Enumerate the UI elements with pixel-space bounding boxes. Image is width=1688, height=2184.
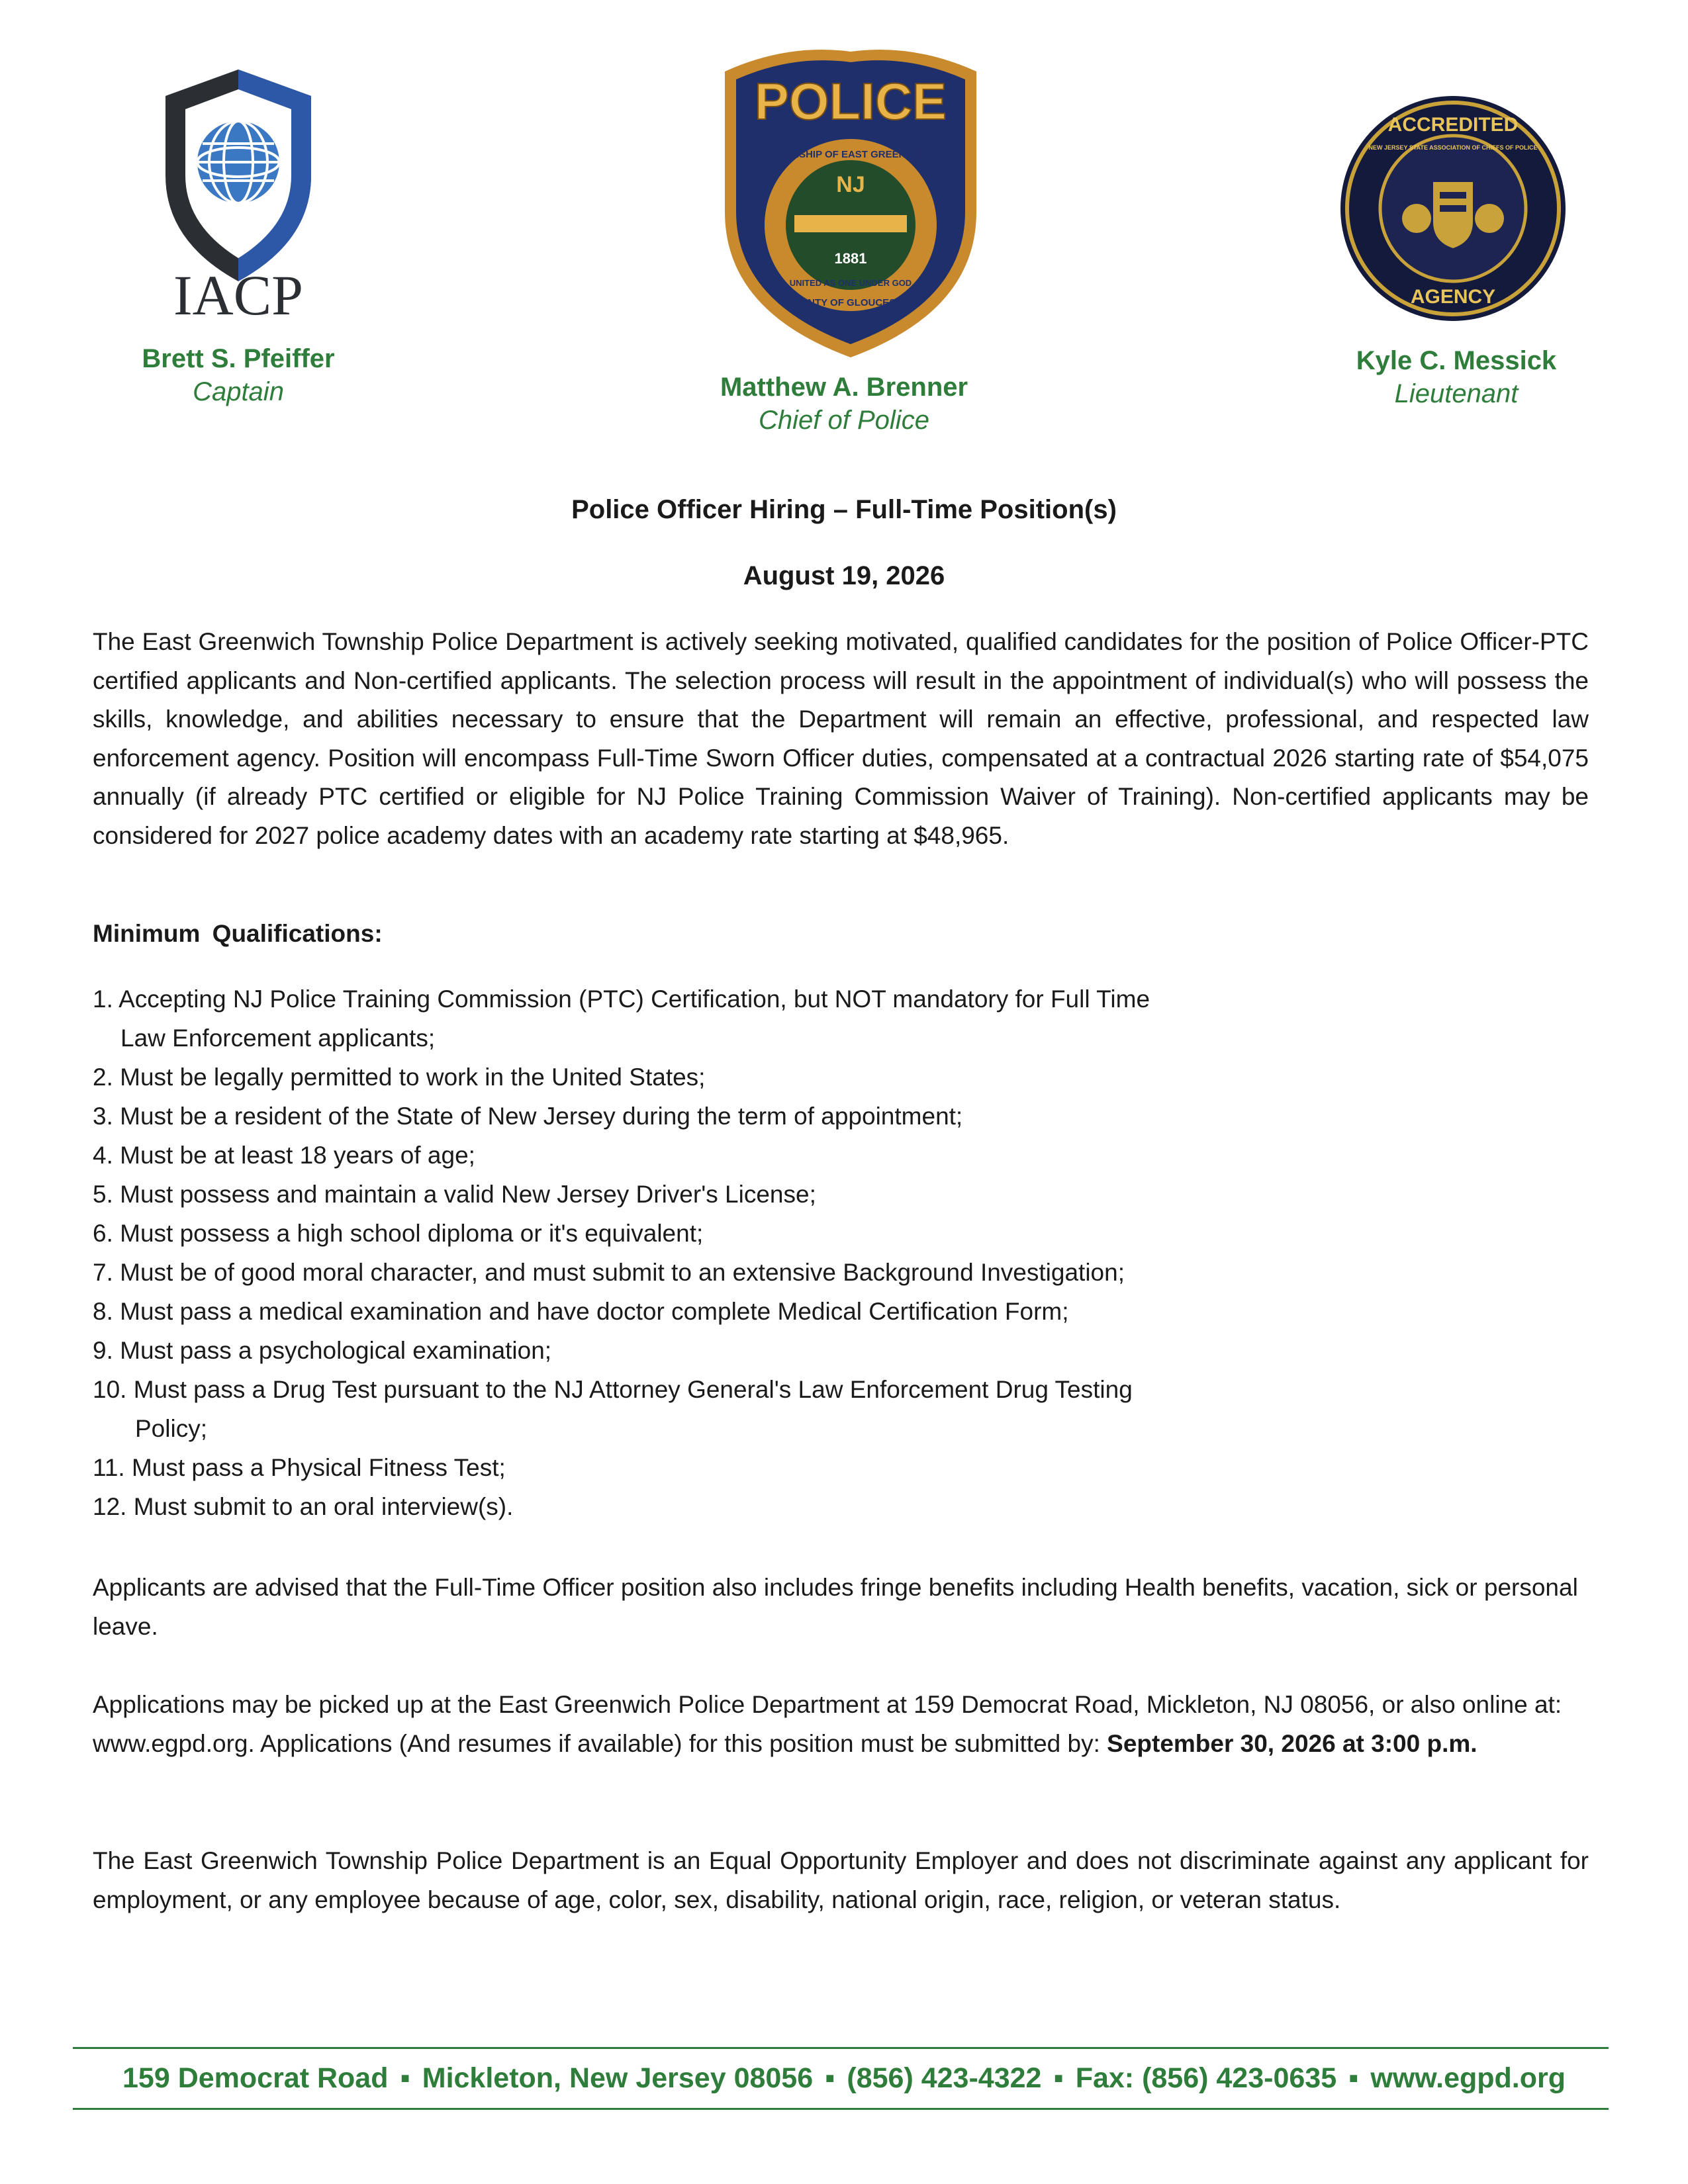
svg-text:UNITED AS ONE UNDER GOD: UNITED AS ONE UNDER GOD [789,278,912,288]
application-deadline: September 30, 2026 at 3:00 p.m. [1107,1729,1477,1757]
footer-city: Mickleton, New Jersey 08056 [422,2062,814,2094]
footer-rule-bottom [73,2108,1609,2110]
document-date: August 19, 2026 [743,561,945,590]
accredited-agency-seal-icon [1337,93,1569,324]
svg-text:NJ: NJ [836,172,865,197]
lieutenant-rank: Lieutenant [1394,379,1519,408]
chief-rank: Chief of Police [759,406,929,435]
qualification-item: 8. Must pass a medical examination and have doctor complete Medical Certification Form; [93,1298,1069,1325]
document-title: Police Officer Hiring – Full-Time Position(s) [571,495,1117,524]
police-shield-logo [715,46,986,364]
qualification-item: 12. Must submit to an oral interview(s). [93,1493,514,1520]
intro-paragraph: The East Greenwich Township Police Department is actively seeking motivated, qualified candidates for the position of Police Officer-PTC certified applicants and Non-certified applicants. The selection process will result in the appointment of individual(s) who will possess the skills, knowledge, and abilities necessary to ensure that the Department will remain an effective, professional, and respected law enforcement agency. Position will encompass Full-Time Sworn Officer duties, compensated at a contractual 2026 starting rate of $54,075 annually (if already PTC certified or eligible for NJ Police Training Commission Waiver of Training). Non-certified applicants may be considered for 2027 police academy dates with an academy rate starting at $48,965. [93,628,1589,849]
benefits-paragraph: Applicants are advised that the Full-Time Officer position also includes fringe benefits including Health benefits, vacation, sick or personal leave. [93,1574,1578,1640]
qualification-item: 10. Must pass a Drug Test pursuant to the NJ Attorney General's Law Enforcement Drug Testing [93,1376,1133,1403]
accreditation-seal [1337,93,1569,324]
lieutenant-name: Kyle C. Messick [1356,346,1557,375]
separator-icon: ▪ [825,2062,835,2094]
footer-contact [0,2062,1688,2095]
svg-text:COUNTY OF GLOUCESTER: COUNTY OF GLOUCESTER [785,297,916,308]
captain-rank: Captain [193,377,284,406]
applications-text: Applications may be picked up at the East Greenwich Police Department at 159 Democrat Road, Mickleton, NJ 08056, or also online at: www.egpd.org. Applications (And resumes if available) for this position must be submitted by: [93,1691,1562,1757]
separator-icon: ▪ [1053,2062,1064,2094]
svg-text:NEW JERSEY STATE ASSOCIATION O: NEW JERSEY STATE ASSOCIATION OF CHIEFS OF POLICE [1368,144,1538,151]
iacp-logo-text: IACP [173,263,303,321]
svg-text:1881: 1881 [834,250,867,267]
eoe-statement: The East Greenwich Township Police Department is an Equal Opportunity Employer and does not discriminate against any applicant for employment, or any employee because of age, color, sex, disability, national origin, race, religion, or veteran status. [93,1847,1589,1913]
qualification-item: 11. Must pass a Physical Fitness Test; [93,1454,506,1481]
qualification-item: 2. Must be legally permitted to work in the United States; [93,1064,706,1091]
qualifications-heading: Minimum Qualifications: [93,920,383,947]
footer-website[interactable]: www.egpd.org [1370,2062,1566,2094]
qualification-item: 7. Must be of good moral character, and must submit to an extensive Background Investigation; [93,1259,1125,1286]
qualification-item-continued: Law Enforcement applicants; [120,1024,436,1052]
police-shield-badge-icon [715,46,986,364]
svg-text:TOWNSHIP OF EAST GREENWICH: TOWNSHIP OF EAST GREENWICH [769,149,933,160]
qualification-item: 9. Must pass a psychological examination; [93,1337,552,1364]
qualification-item: 4. Must be at least 18 years of age; [93,1142,475,1169]
separator-icon: ▪ [400,2062,410,2094]
footer-phone: (856) 423-4322 [847,2062,1042,2094]
separator-icon: ▪ [1348,2062,1359,2094]
footer-address: 159 Democrat Road [122,2062,389,2094]
qualification-item: 5. Must possess and maintain a valid New Jersey Driver's License; [93,1181,816,1208]
iacp-shield-icon [146,63,331,321]
qualification-item: 1. Accepting NJ Police Training Commission (PTC) Certification, but NOT mandatory for Full Time [93,985,1150,1013]
footer-fax: Fax: (856) 423-0635 [1075,2062,1337,2094]
qualification-item-continued: Policy; [135,1415,207,1442]
iacp-logo [146,63,331,321]
chief-name: Matthew A. Brenner [720,373,968,402]
captain-name: Brett S. Pfeiffer [142,344,335,373]
applications-paragraph [93,1686,1589,1763]
footer-rule-top [73,2047,1609,2049]
svg-text:AGENCY: AGENCY [1410,286,1496,308]
svg-text:ACCREDITED: ACCREDITED [1387,114,1519,136]
qualification-item: 6. Must possess a high school diploma or it's equivalent; [93,1220,704,1247]
qualifications-list [93,979,1284,1526]
svg-text:POLICE: POLICE [754,72,947,130]
qualification-item: 3. Must be a resident of the State of New Jersey during the term of appointment; [93,1103,963,1130]
